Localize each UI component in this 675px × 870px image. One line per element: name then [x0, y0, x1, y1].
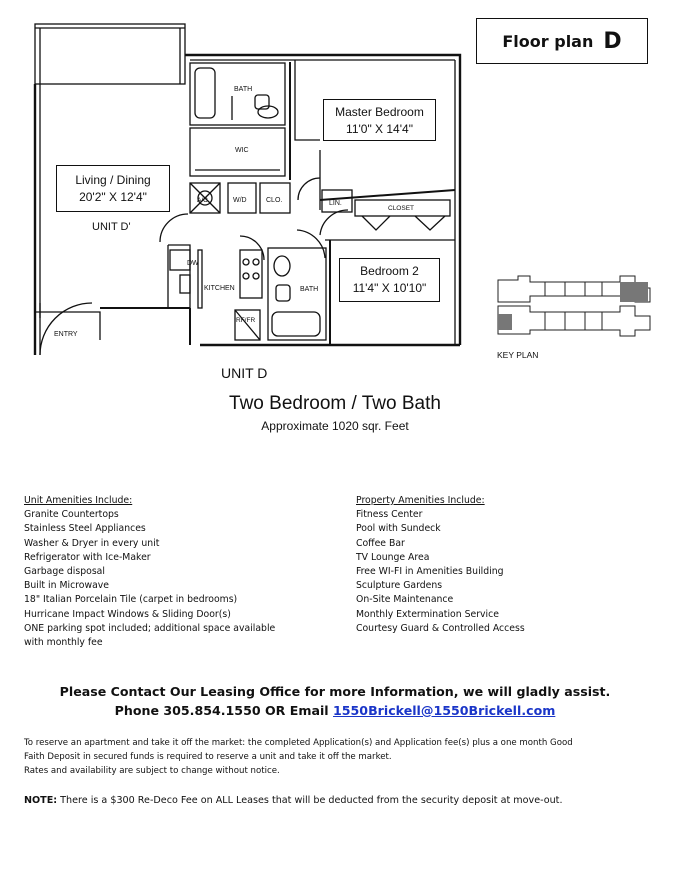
bath-2-label: BATH: [300, 286, 319, 293]
ac-label: A/C: [197, 197, 208, 204]
fine-print-line: To reserve an apartment and take it off the market: the completed Application(s) and Application fee(s) plus a one month Good: [24, 738, 573, 748]
key-plan-diagram: [490, 272, 660, 350]
square-footage: Approximate 1020 sqr. Feet: [261, 419, 409, 433]
bedroom-2-label: [339, 258, 440, 302]
reservation-fine-print: [24, 736, 654, 778]
list-item: Garbage disposal: [24, 566, 105, 578]
list-item: Granite Countertops: [24, 509, 119, 521]
key-plan-highlight-unit: [620, 282, 648, 302]
kitchen-label: KITCHEN: [204, 285, 235, 292]
list-item: Free WI-FI in Amenities Building: [356, 566, 504, 578]
list-item: Monthly Extermination Service: [356, 608, 499, 620]
list-item: 18" Italian Porcelain Tile (carpet in bedrooms): [24, 594, 238, 606]
unit-title: UNIT D: [221, 365, 268, 381]
entry-door-swing: [40, 303, 92, 355]
wic-label: WIC: [235, 147, 249, 154]
rf-label: RF/FR: [236, 317, 256, 324]
property-amenities-title: Property Amenities Include:: [356, 495, 485, 506]
clo-label: CLO.: [266, 197, 283, 204]
headline: Two Bedroom / Two Bath: [229, 393, 441, 414]
list-item: Courtesy Guard & Controlled Access: [356, 622, 525, 634]
list-item: Pool with Sundeck: [356, 523, 441, 535]
master-bedroom-name: Master Bedroom: [335, 105, 424, 119]
living-dining-label: [56, 165, 170, 212]
fine-print-line: Faith Deposit in secured funds is required to reserve a unit and take it off the market.: [24, 752, 392, 762]
closet-label: CLOSET: [388, 205, 415, 212]
contact-line-2: [0, 703, 670, 718]
unit-amenities-title: Unit Amenities Include:: [24, 495, 133, 506]
master-bedroom-label: [323, 99, 436, 141]
lin-label: LIN.: [329, 200, 342, 207]
fine-print-line: Rates and availability are subject to change without notice.: [24, 766, 280, 776]
unit-d-prime-label: UNIT D': [92, 221, 131, 233]
bedroom-2-name: Bedroom 2: [360, 264, 419, 278]
master-bedroom-size: 11'0" X 14'4": [346, 122, 413, 136]
list-item: Refrigerator with Ice-Maker: [24, 551, 151, 563]
list-item: Fitness Center: [356, 509, 423, 521]
list-item: Sculpture Gardens: [356, 580, 443, 592]
bath-1-outline: [190, 63, 285, 125]
living-dining-name: Living / Dining: [75, 173, 151, 187]
list-item: Stainless Steel Appliances: [24, 523, 146, 535]
list-item: ONE parking spot included; additional space available: [24, 622, 276, 634]
note-text: There is a $300 Re-Deco Fee on ALL Leases that will be deducted from the security deposit at move-out.: [57, 795, 563, 806]
floor-plan-letter: D: [603, 28, 622, 54]
bath-2-outline: [268, 248, 326, 340]
key-plan-label: KEY PLAN: [497, 350, 539, 360]
property-amenities: [356, 494, 656, 636]
entry-label: ENTRY: [54, 331, 78, 338]
floor-plan-label: Floor plan: [502, 31, 594, 51]
list-item: Coffee Bar: [356, 537, 405, 549]
living-dining-size: 20'2" X 12'4": [79, 190, 147, 204]
bedroom-2-size: 11'4" X 10'10": [352, 281, 427, 295]
balcony-outline: [35, 24, 185, 84]
dw-label: DW: [187, 260, 199, 267]
list-item: TV Lounge Area: [356, 551, 430, 563]
contact-line-1: Please Contact Our Leasing Office for more Information, we will gladly assist.: [59, 684, 611, 699]
list-item: On-Site Maintenance: [356, 594, 454, 606]
list-item: Washer & Dryer in every unit: [24, 537, 160, 549]
email-link[interactable]: 1550Brickell@1550Brickell.com: [333, 703, 556, 718]
floor-plan-title-box: [476, 18, 648, 64]
list-item: with monthly fee: [24, 637, 103, 649]
bath-1-label: BATH: [234, 86, 253, 93]
list-item: Hurricane Impact Windows & Sliding Door(s): [24, 608, 231, 620]
re-deco-fee-note: [24, 795, 664, 806]
note-label: NOTE:: [24, 795, 58, 806]
list-item: Built in Microwave: [24, 580, 110, 592]
wd-label: W/D: [233, 197, 247, 204]
key-plan-highlight-unit-2: [498, 314, 512, 330]
phone-text: Phone 305.854.1550 OR Email: [114, 703, 334, 718]
unit-amenities: [24, 494, 324, 650]
